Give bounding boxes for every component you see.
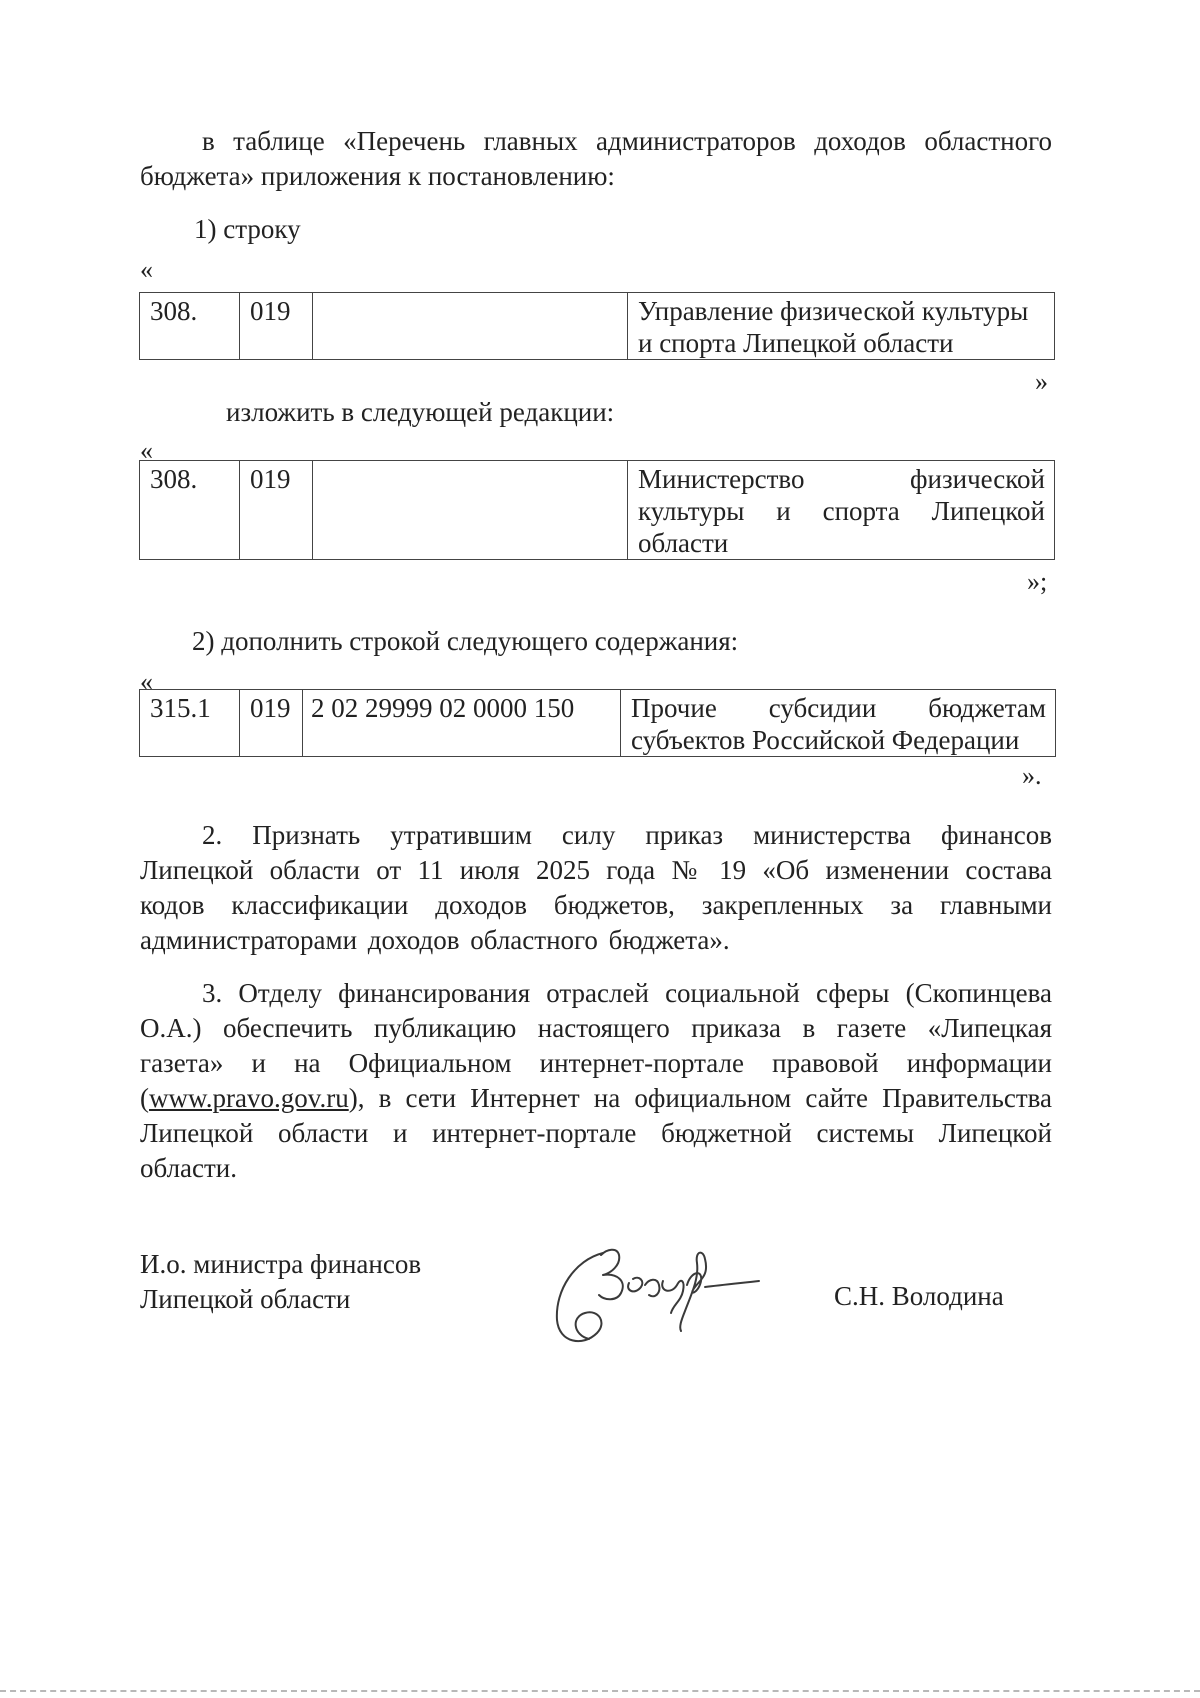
old-row-table — [139, 292, 1055, 360]
administrator-name: Прочие субсидии бюджетам субъектов Российской Федерации — [621, 690, 1056, 757]
row-number: 315.1 — [140, 690, 240, 757]
new-row-open-quote: « — [140, 436, 153, 465]
replace-label: изложить в следующей редакции: — [226, 397, 615, 427]
administrator-name: Управление физической культуры и спорта Липецкой области — [628, 293, 1055, 360]
added-row-close-quote: ». — [1022, 761, 1042, 790]
clause-3-text-start: 3. Отделу финансирования отраслей социальной сферы (Скопинцева О.А.) обеспечить публикацию настоящего приказа в газете «Липецкая газета» и на Официальном интернет-портале правовой информации ( — [140, 978, 1052, 1113]
added-row-open-quote: « — [140, 667, 153, 696]
intro-paragraph: в таблице «Перечень главных администраторов доходов областного бюджета» приложения к постановлению: — [140, 126, 1052, 191]
row-number: 308. — [140, 293, 240, 360]
handwritten-signature — [545, 1235, 800, 1350]
signer-name: С.Н. Володина — [834, 1281, 1004, 1311]
administrator-name: Министерство физической культуры и спорта Липецкой области — [628, 461, 1055, 560]
income-code — [313, 461, 628, 560]
admin-code: 019 — [240, 293, 313, 360]
old-row-open-quote: « — [140, 255, 153, 284]
pravo-gov-link[interactable]: www.pravo.gov.ru — [149, 1083, 349, 1113]
admin-code: 019 — [240, 461, 313, 560]
row-number: 308. — [140, 461, 240, 560]
clause-3-text-end: ), в сети Интернет на официальном сайте Правительства Липецкой области и интернет-портале бюджетной системы Липецкой области. — [140, 1083, 1052, 1183]
new-row-close-quote: »; — [1027, 567, 1048, 596]
signatory-position: И.о. министра финансов Липецкой области — [140, 1249, 422, 1314]
income-code: 2 02 29999 02 0000 150 — [303, 690, 621, 757]
clause-2-paragraph: 2. Признать утратившим силу приказ министерства финансов Липецкой области от 11 июля 2025 года № 19 «Об изменении состава кодов классификации доходов бюджетов, закрепленных за главными администраторами доходов областного бюджета». — [140, 820, 1052, 955]
item2-label: 2) дополнить строкой следующего содержания: — [192, 626, 739, 656]
scan-edge-line — [0, 1690, 1200, 1692]
income-code — [313, 293, 628, 360]
admin-code: 019 — [240, 690, 303, 757]
table-row — [140, 293, 1055, 360]
clause-3-paragraph — [140, 976, 1052, 1186]
table-row — [140, 690, 1056, 757]
new-row-table — [139, 460, 1055, 560]
table-row — [140, 461, 1055, 560]
old-row-close-quote: » — [1035, 367, 1048, 396]
item1-label: 1) строку — [194, 214, 301, 244]
added-row-table — [139, 689, 1056, 757]
